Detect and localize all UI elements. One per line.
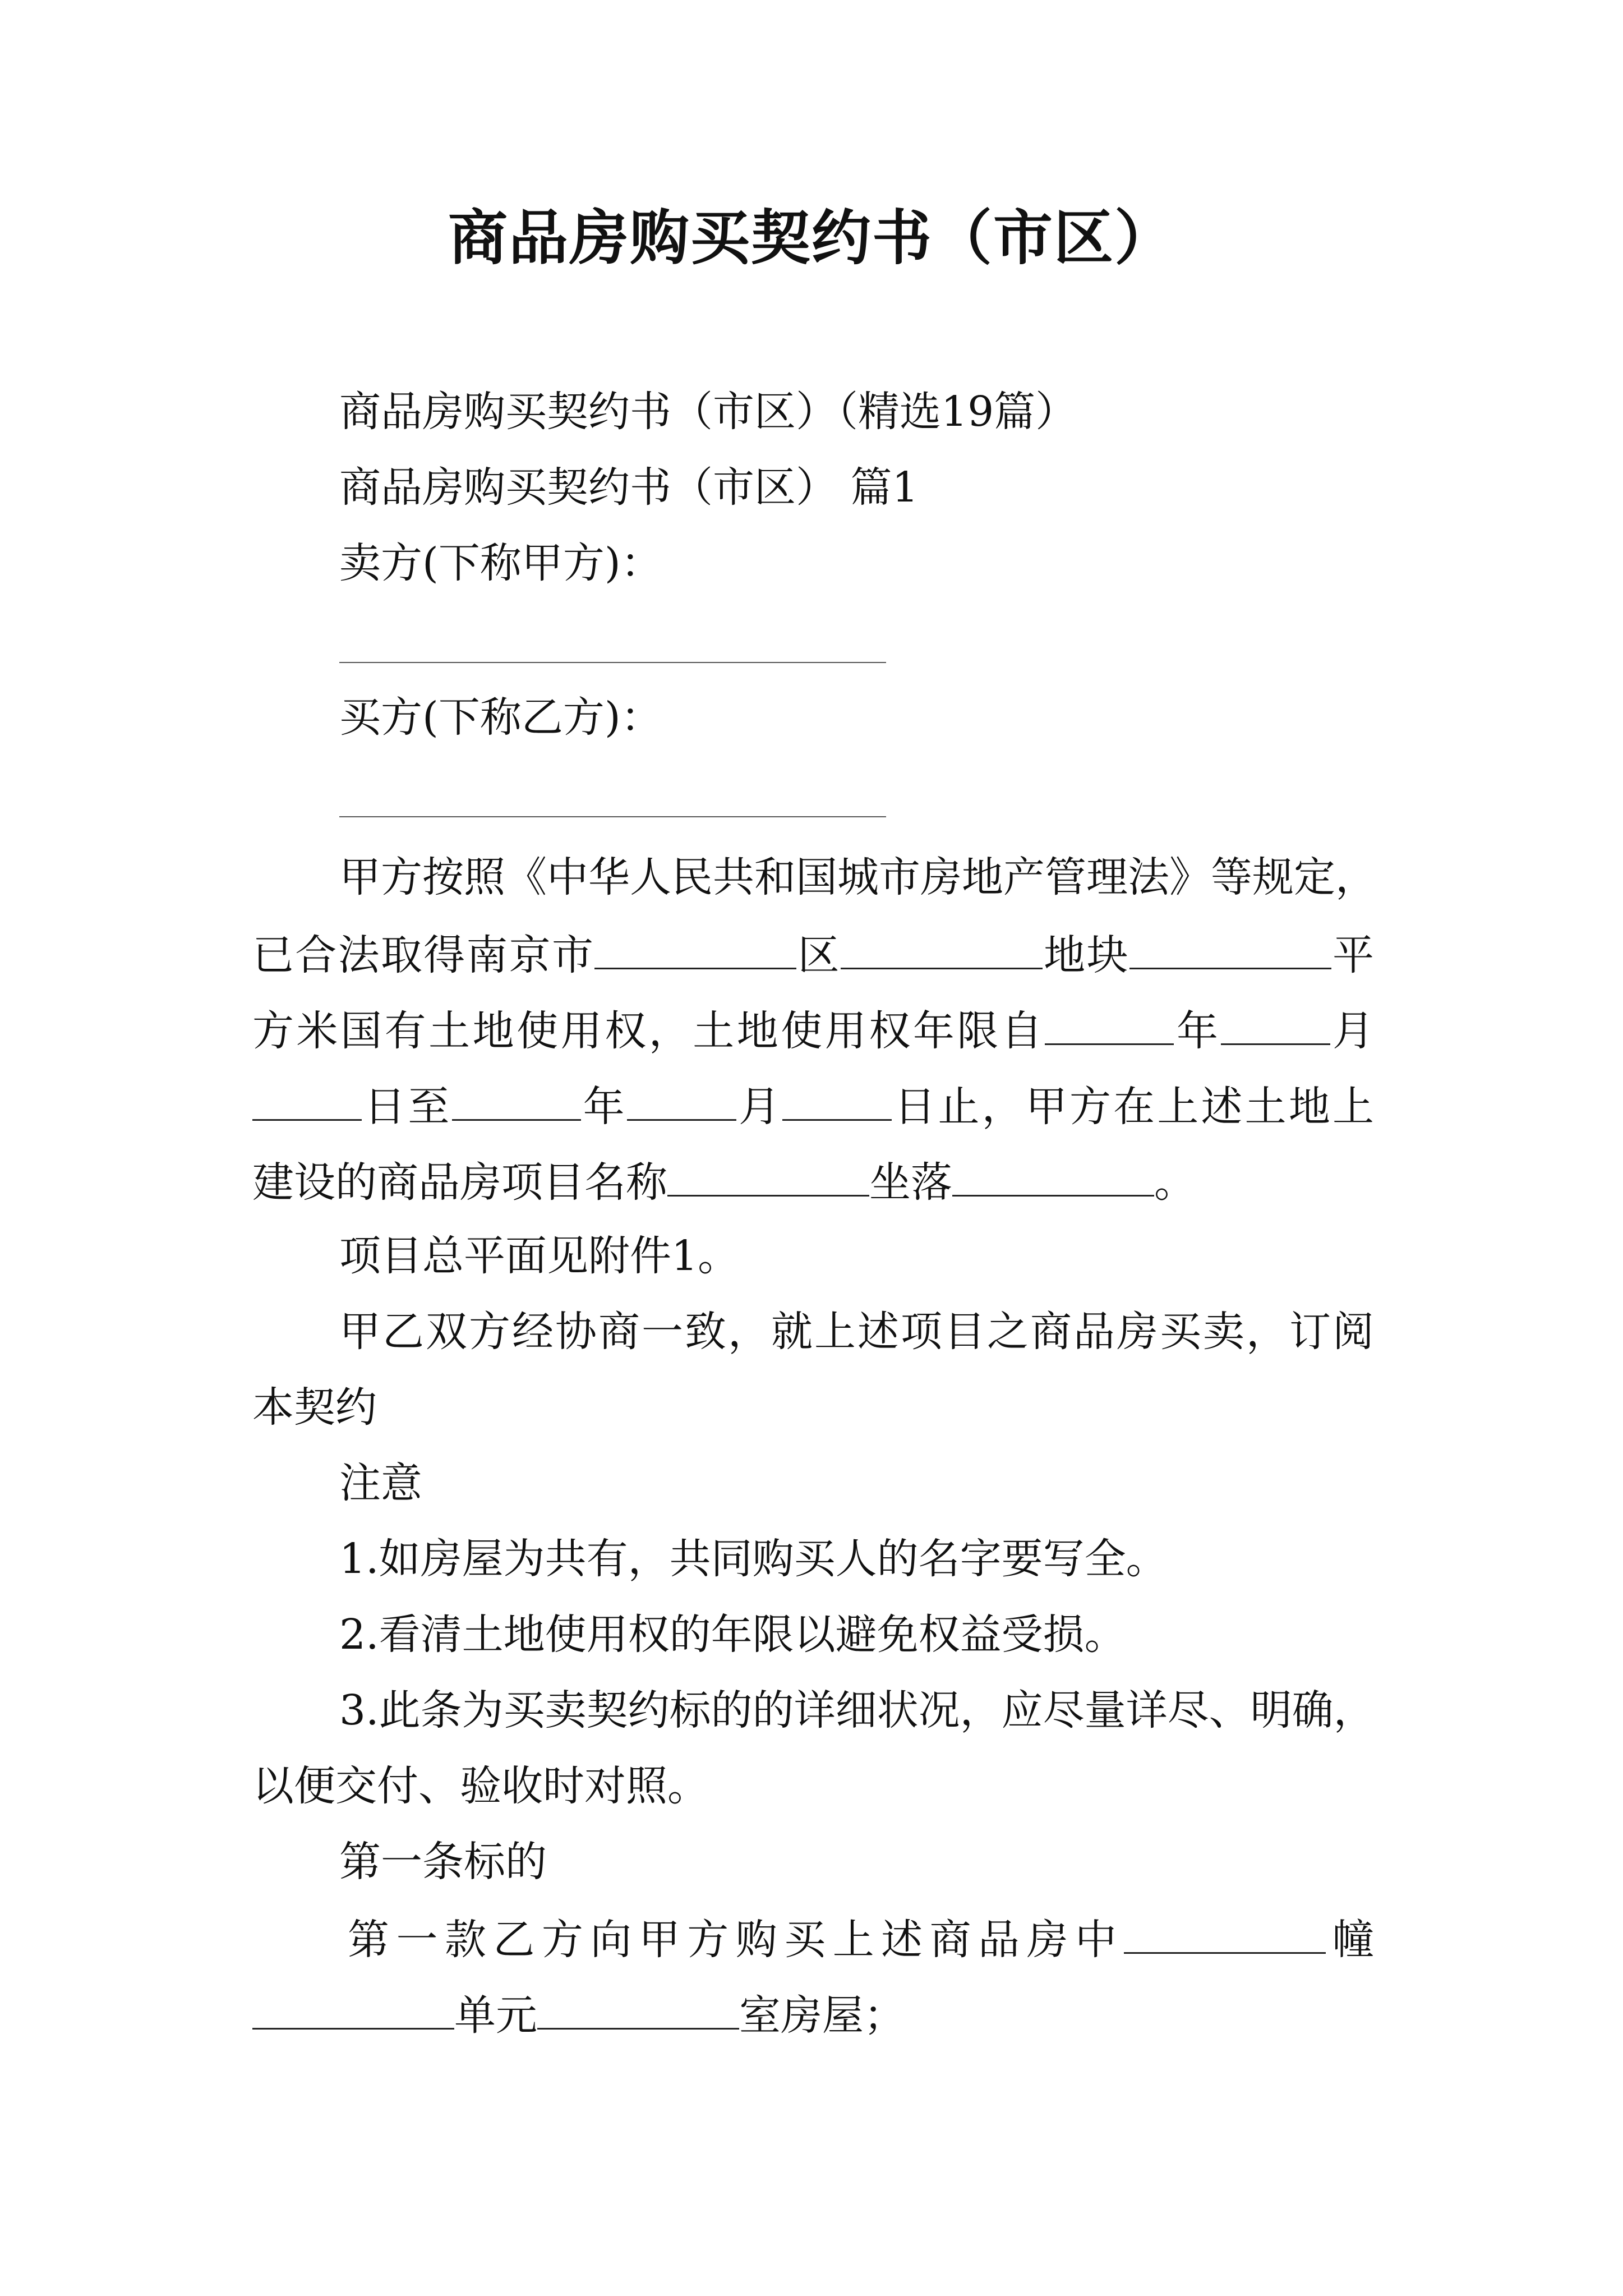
blank-field — [782, 1080, 892, 1121]
blank-field — [627, 1080, 736, 1121]
blank-field — [952, 1156, 1154, 1197]
blank-field — [594, 928, 796, 969]
paragraph-line: 方米国有土地使用权，土地使用权年限自 年 月 — [252, 1004, 1374, 1056]
paragraph-line: 本契约 — [252, 1383, 377, 1432]
blank-field — [1045, 1004, 1174, 1045]
blank-field — [841, 928, 1043, 969]
note-item: 1.如房屋为共有，共同购买人的名字要写全。 — [339, 1535, 1168, 1583]
note-heading: 注意 — [339, 1459, 422, 1507]
blank-field — [452, 1080, 581, 1121]
buyer-fill-line — [339, 816, 886, 817]
document-title: 商品房购买契约书（市区） — [448, 203, 1175, 273]
blank-field — [252, 1989, 454, 2030]
note-item: 3.此条为买卖契约标的的详细状况，应尽量详尽、明确， — [339, 1686, 1375, 1734]
paragraph-line: 项目总平面见附件1。 — [339, 1232, 740, 1280]
blank-field — [537, 1989, 739, 2030]
article-title: 商品房购买契约书（市区） 篇1 — [339, 463, 919, 512]
blank-field — [1129, 928, 1331, 969]
paragraph-line: 日至 年 月 日止，甲方在上述土地上 — [252, 1080, 1374, 1132]
note-item: 以便交付、验收时对照。 — [252, 1762, 709, 1810]
paragraph-line: 第一款乙方向甲方购买上述商品房中 幢 — [348, 1913, 1374, 1965]
seller-label: 卖方(下称甲方)： — [339, 539, 662, 587]
note-item: 2.看清土地使用权的年限以避免权益受损。 — [339, 1611, 1126, 1659]
blank-field — [1221, 1004, 1330, 1045]
blank-field — [1124, 1913, 1326, 1954]
subtitle: 商品房购买契约书（市区）（精选19篇） — [339, 388, 1077, 436]
blank-field — [667, 1156, 869, 1197]
paragraph-line: 单元 室房屋； — [252, 1989, 1374, 2041]
blank-field — [252, 1080, 362, 1121]
paragraph-line: 已合法取得南京市 区 地块 平 — [252, 928, 1374, 981]
paragraph-line: 甲方按照《中华人民共和国城市房地产管理法》等规定， — [339, 853, 1377, 901]
paragraph-line: 甲乙双方经协商一致，就上述项目之商品房买卖，订阅 — [339, 1308, 1374, 1356]
seller-fill-line — [339, 662, 886, 663]
paragraph-line: 建设的商品房项目名称 坐落 。 — [252, 1156, 1374, 1208]
clause-heading: 第一条标的 — [339, 1838, 547, 1886]
buyer-label: 买方(下称乙方)： — [339, 693, 662, 742]
